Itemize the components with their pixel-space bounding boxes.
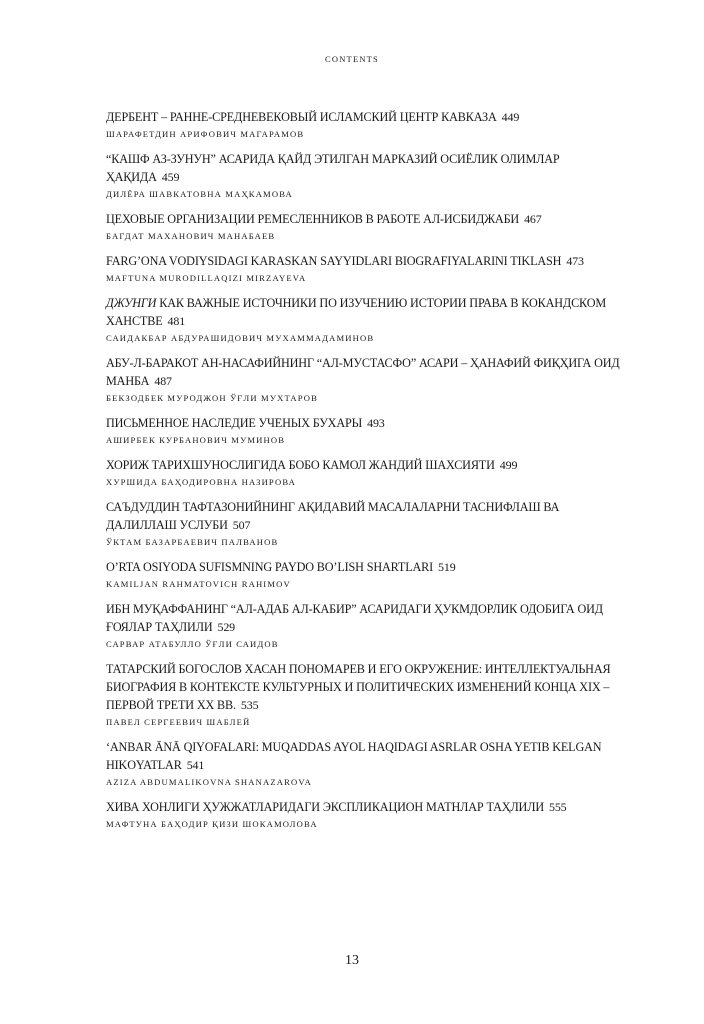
toc-entry-title-text: ХОРИЖ ТАРИХШУНОСЛИГИДА БОБО КАМОЛ ЖАНДИЙ ШАХСИЯТИ — [106, 458, 495, 472]
toc-entry-page-number: 459 — [161, 170, 180, 184]
toc-entry-page-number: 507 — [232, 518, 251, 532]
toc-entry-title-text: САЪДУДДИН ТАФТАЗОНИЙНИНГ АҚИДАВИЙ МАСАЛАЛАРНИ ТАСНИФЛАШ ВА ДАЛИЛЛАШ УСЛУБИ — [106, 500, 560, 532]
toc-entry-title-text: ПИСЬМЕННОЕ НАСЛЕДИЕ УЧЕНЫХ БУХАРЫ — [106, 416, 363, 430]
toc-entry[interactable] — [106, 252, 626, 285]
toc-entry[interactable] — [106, 150, 626, 201]
toc-entry-title-text: ‘ANBAR ĀNĀ QIYOFALARI: MUQADDAS AYOL HAQIDAGI ASRLAR OSHA YETIB KELGAN HIKOYATLAR — [106, 740, 602, 772]
toc-entry-title-text: КАК ВАЖНЫЕ ИСТОЧНИКИ ПО ИЗУЧЕНИЮ ИСТОРИИ ПРАВА В КОКАНДСКОМ ХАНСТВЕ — [106, 296, 607, 328]
toc-entry-page-number: 473 — [566, 254, 584, 268]
toc-entry-author: ДИЛЁРА ШАВКАТОВНА МАҲКАМОВА — [106, 189, 293, 199]
toc-entry-title — [106, 456, 626, 474]
toc-entry-page-number: 541 — [186, 758, 205, 772]
toc-entry-title — [106, 294, 626, 330]
toc-entry-title-text: ЦЕХОВЫЕ ОРГАНИЗАЦИИ РЕМЕСЛЕННИКОВ В РАБОТЕ АЛ-ИСБИДЖАБИ — [106, 212, 520, 226]
toc-entry-title — [106, 252, 626, 270]
toc-entry-page-number: 519 — [438, 560, 456, 574]
toc-entry-author: БЕКЗОДБЕК МУРОДЖОН ЎҒЛИ МУХТАРОВ — [106, 393, 319, 403]
toc-entry-author: БАГДАТ МАХАНОВИЧ МАНАБАЕВ — [106, 231, 276, 241]
toc-entry-author: АШИРБЕК КУРБАНОВИЧ МУМИНОВ — [106, 435, 286, 445]
toc-entry-title-text: ТАТАРСКИЙ БОГОСЛОВ ХАСАН ПОНОМАРЕВ И ЕГО ОКРУЖЕНИЕ: ИНТЕЛЛЕКТУАЛЬНАЯ БИОГРАФИЯ В КОНТЕКСТЕ КУЛЬТУРНЫХ И ПОЛИТИЧЕСКИХ ИЗМЕНЕНИЙ КОНЦА XIX – ПЕРВОЙ ТРЕТИ XX ВВ. — [106, 662, 611, 712]
toc-entry[interactable] — [106, 108, 626, 141]
toc-entry-title-text: ИБН МУҚАФФАНИНГ “АЛ-АДАБ АЛ-КАБИР” АСАРИДАГИ ҲУКМДОРЛИК ОДОБИГА ОИД ҒОЯЛАР ТАҲЛИЛИ — [106, 602, 603, 634]
toc-entry-page-number: 555 — [548, 800, 567, 814]
toc-entry-title — [106, 738, 626, 774]
toc-entry[interactable] — [106, 738, 626, 789]
toc-entry-page-number: 487 — [154, 374, 172, 388]
toc-entry[interactable] — [106, 354, 626, 405]
toc-entry-title-text: FARG’ONA VODIYSIDAGI KARASKAN SAYYIDLARI BIOGRAFIYALARINI TIKLASH — [106, 254, 562, 268]
toc-entry-title-text: ХИВА ХОНЛИГИ ҲУЖЖАТЛАРИДАГИ ЭКСПЛИКАЦИОН МАТНЛАР ТАҲЛИЛИ — [106, 800, 544, 814]
toc-entry[interactable] — [106, 294, 626, 345]
toc-entry-title-text: O’RTA OSIYODA SUFISMNING PAYDO BO’LISH SHARTLARI — [106, 560, 434, 574]
toc-entry-author: ХУРШИДА БАҲОДИРОВНА НАЗИРОВА — [106, 477, 297, 487]
toc-entry-author: МАФТУНА БАҲОДИР ҚИЗИ ШОКАМОЛОВА — [106, 819, 318, 829]
page-number: 13 — [345, 953, 359, 968]
toc-entry-page-number: 529 — [217, 620, 236, 634]
toc-entry-author: САИДАКБАР АБДУРАШИДОВИЧ МУХАММАДАМИНОВ — [106, 333, 375, 343]
toc-entry-title — [106, 414, 626, 432]
toc-entry-title-text: АБУ-Л-БАРАКОТ АН-НАСАФИЙНИНГ “АЛ-МУСТАСФО” АСАРИ – ҲАНАФИЙ ФИҚҲИГА ОИД МАНБА — [106, 356, 620, 388]
toc-entry-author: ЎКТАМ БАЗАРБАЕВИЧ ПАЛВАНОВ — [106, 537, 279, 547]
toc-entry[interactable] — [106, 210, 626, 243]
toc-entry[interactable] — [106, 600, 626, 651]
toc-entry-author: KAMILJAN RAHMATOVICH RAHIMOV — [106, 579, 291, 589]
toc-entry-title — [106, 354, 626, 390]
toc-entry-title — [106, 558, 626, 576]
toc-entry-title — [106, 210, 626, 228]
toc-entry-title — [106, 498, 626, 534]
toc-entry[interactable] — [106, 498, 626, 549]
running-header: CONTENTS — [325, 54, 379, 64]
toc-entry-title-text: “КАШФ АЗ-ЗУНУН” АСАРИДА ҚАЙД ЭТИЛГАН МАРКАЗИЙ ОСИЁЛИК ОЛИМЛАР ҲАҚИДА — [106, 152, 560, 184]
toc-entry-author: САРВАР АТАБУЛЛО ЎҒЛИ САИДОВ — [106, 639, 279, 649]
toc-entry[interactable] — [106, 558, 626, 591]
toc-entry-title-text: ДЕРБЕНТ – РАННЕ-СРЕДНЕВЕКОВЫЙ ИСЛАМСКИЙ ЦЕНТР КАВКАЗА — [106, 110, 497, 124]
toc-entry-title — [106, 660, 626, 714]
toc-entry-title — [106, 798, 626, 816]
toc-entry[interactable] — [106, 456, 626, 489]
toc-entry-page-number: 481 — [167, 314, 186, 328]
toc-entry-title-italic: ДЖУНГИ — [106, 296, 157, 310]
toc-entry-author: ПАВЕЛ СЕРГЕЕВИЧ ШАБЛЕЙ — [106, 717, 251, 727]
toc-entry-title — [106, 108, 626, 126]
toc-entry-author: ШАРАФЕТДИН АРИФОВИЧ МАГАРАМОВ — [106, 129, 305, 139]
toc-entry-page-number: 449 — [501, 110, 520, 124]
toc-entry-title — [106, 600, 626, 636]
toc-entry-title — [106, 150, 626, 186]
toc-entry-page-number: 493 — [367, 416, 385, 430]
table-of-contents — [106, 108, 626, 840]
toc-entry-author: AZIZA ABDUMALIKOVNA SHANAZAROVA — [106, 777, 312, 787]
toc-entry[interactable] — [106, 660, 626, 729]
toc-entry[interactable] — [106, 798, 626, 831]
toc-entry-author: MAFTUNA MURODILLAQIZI MIRZAYEVA — [106, 273, 307, 283]
toc-entry-page-number: 467 — [524, 212, 542, 226]
toc-entry[interactable] — [106, 414, 626, 447]
toc-entry-page-number: 535 — [240, 698, 259, 712]
toc-entry-page-number: 499 — [499, 458, 518, 472]
